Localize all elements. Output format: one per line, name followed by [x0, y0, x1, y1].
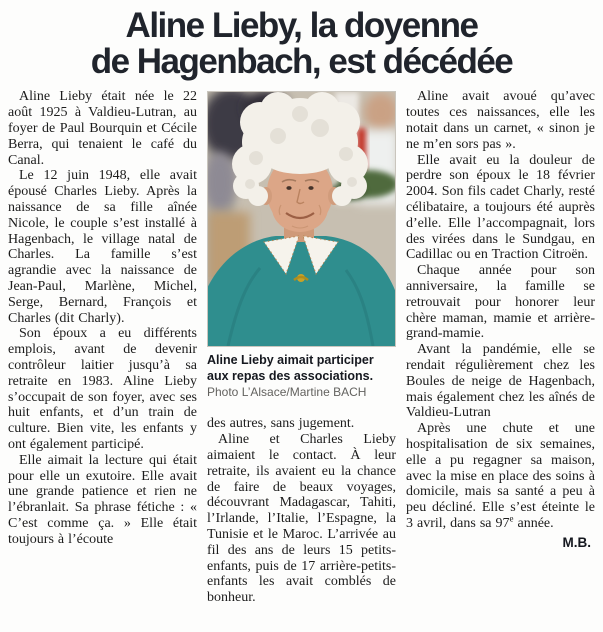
- headline-line-1: Aline Lieby, la doyenne: [125, 6, 478, 45]
- portrait-photo-illustration: [207, 91, 396, 347]
- column-right: [406, 89, 595, 606]
- paragraph: Aline Lieby était née le 22 août 1925 à Valdieu-Lutran, au foyer de Paul Bourquin et Cécile Berra, qui tenaient le café du Canal.: [8, 89, 197, 168]
- article-headline: [6, 8, 597, 79]
- paragraph: Le 12 juin 1948, elle avait épousé Charles Lieby. Après la naissance de sa fille aînée Nicole, le couple s’est installé à Hagenbach, le village natal de Charles. La famille s’est agrandie avec la naissance de Jean-Paul, Marlène, Michel, Serge, Bernard, François et Charles (dit Charly).: [8, 168, 197, 326]
- paragraph: Aline avait avoué qu’avec toutes ces naissances, elle les notait dans un carnet, « sinon je ne m’en sors pas ».: [406, 89, 595, 152]
- article-columns: [0, 89, 603, 606]
- column-left: [8, 89, 197, 606]
- final-text-after: année.: [513, 515, 554, 531]
- paragraph: des autres, sans jugement.: [207, 416, 355, 432]
- paragraph: Son époux a eu différents emplois, avant de devenir contrôleur laitier jusqu’à sa retraite en 1983. Aline Lieby s’occupait de son foyer, avec ses huit enfants, et d’un train de culture. Bien vite, les enfants y ont également participé.: [8, 326, 197, 452]
- paragraph: Aline et Charles Lieby aimaient le contact. À leur retraite, ils avaient eu la chance de faire de beaux voyages, découvrant Madagascar, Tahiti, l’Irlande, l’Italie, l’Espagne, la Tunisie et le Maroc. L’arrivée au fil des ans de leurs 15 petits-enfants, puis de 17 arrière-petits-enfants les avait comblés de bonheur.: [207, 432, 396, 606]
- final-text-before: Après une chute et une hospitalisation de six semaines, elle a pu regagner sa maison, avec la mise en place des soins à domicile, mais sa santé a peu à peu décliné. Elle s’est éteinte le 3 avril, dans sa 97: [406, 421, 595, 531]
- column-center: [207, 89, 396, 606]
- paragraph: Elle aimait la lecture qui était pour elle un exutoire. Elle avait une grande patience et rien ne l’ébranlait. Sa phrase fétiche : « C’est comme ça. » Elle était toujours à l’écoute: [8, 452, 197, 547]
- photo-figure: [207, 91, 396, 347]
- paragraph: Chaque année pour son anniversaire, la famille se retrouvait pour honorer leur chère maman, mamie et arrière-grand-mamie.: [406, 263, 595, 342]
- photo-caption: Aline Lieby aimait participer aux repas des associations.: [207, 353, 374, 384]
- author-initials: M.B.: [562, 534, 591, 550]
- paragraph: Elle avait eu la douleur de perdre son époux le 18 février 2004. Son fils cadet Charly, resté célibataire, a toujours été auprès d’elle. Elle l’accompagnait, lors des virées dans le Sundgau, en Cadillac ou en Traction Citroën.: [406, 152, 595, 263]
- paragraph-final: [406, 421, 595, 532]
- paragraph: Avant la pandémie, elle se rendait régulièrement chez les Boules de neige de Hagenbach, mais également chez les aînés de Valdieu-Lutran: [406, 342, 595, 421]
- photo-credit: Photo L’Alsace/Martine BACH: [207, 385, 367, 400]
- headline-line-2: de Hagenbach, est décédée: [90, 41, 513, 81]
- ordinal-superscript: e: [509, 513, 514, 524]
